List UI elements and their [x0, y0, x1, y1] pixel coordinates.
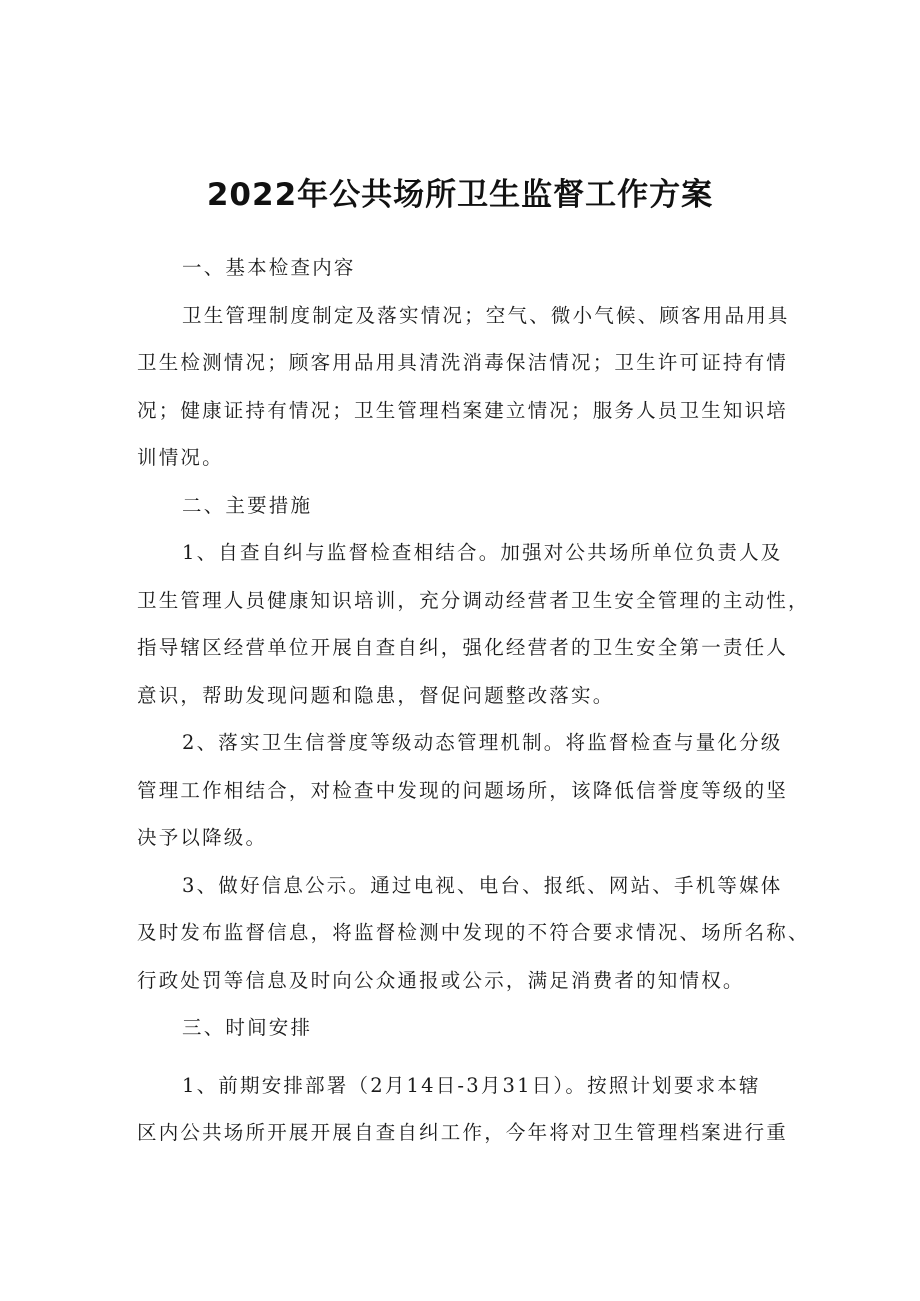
paragraph-line: 指导辖区经营单位开展自查自纠，强化经营者的卫生安全第一责任人 [137, 636, 789, 659]
paragraph-line: 决予以降级。 [137, 826, 268, 849]
paragraph-line: 卫生管理人员健康知识培训，充分调动经营者卫生安全管理的主动性， [137, 588, 810, 612]
paragraph-line: 训情况。 [137, 446, 224, 469]
paragraph-line: 卫生管理制度制定及落实情况；空气、微小气候、顾客用品用具 [182, 303, 790, 327]
document-body [137, 244, 810, 1157]
section-heading-schedule: 三、时间安排 [182, 1016, 313, 1039]
section-heading-main-measures: 二、主要措施 [182, 493, 313, 517]
paragraph-line: 行政处罚等信息及时向公众通报或公示，满足消费者的知情权。 [137, 968, 745, 992]
paragraph-line: 及时发布监督信息，将监督检测中发现的不符合要求情况、场所名称、 [137, 921, 810, 944]
paragraph-line: 况；健康证持有情况；卫生管理档案建立情况；服务人员卫生知识培 [137, 398, 789, 422]
paragraph-line: 1、前期安排部署（2月14日-3月31日）。按照计划要求本辖 [182, 1073, 761, 1097]
section-heading-basic-inspection: 一、基本检查内容 [182, 256, 356, 279]
paragraph-line: 区内公共场所开展开展自查自纠工作，今年将对卫生管理档案进行重 [137, 1121, 789, 1144]
document-title: 2022年公共场所卫生监督工作方案 [206, 177, 714, 213]
paragraph-line: 2、落实卫生信誉度等级动态管理机制。将监督检查与量化分级 [182, 731, 783, 754]
paragraph-line: 意识，帮助发现问题和隐患，督促问题整改落实。 [137, 683, 615, 707]
paragraph-line: 卫生检测情况；顾客用品用具清洗消毒保洁情况；卫生许可证持有情 [137, 351, 789, 374]
paragraph-line: 1、自查自纠与监督检查相结合。加强对公共场所单位负责人及 [182, 541, 783, 564]
paragraph-line: 3、做好信息公示。通过电视、电台、报纸、网站、手机等媒体 [182, 873, 783, 897]
paragraph-line: 管理工作相结合，对检查中发现的问题场所，该降低信誉度等级的坚 [137, 778, 789, 802]
